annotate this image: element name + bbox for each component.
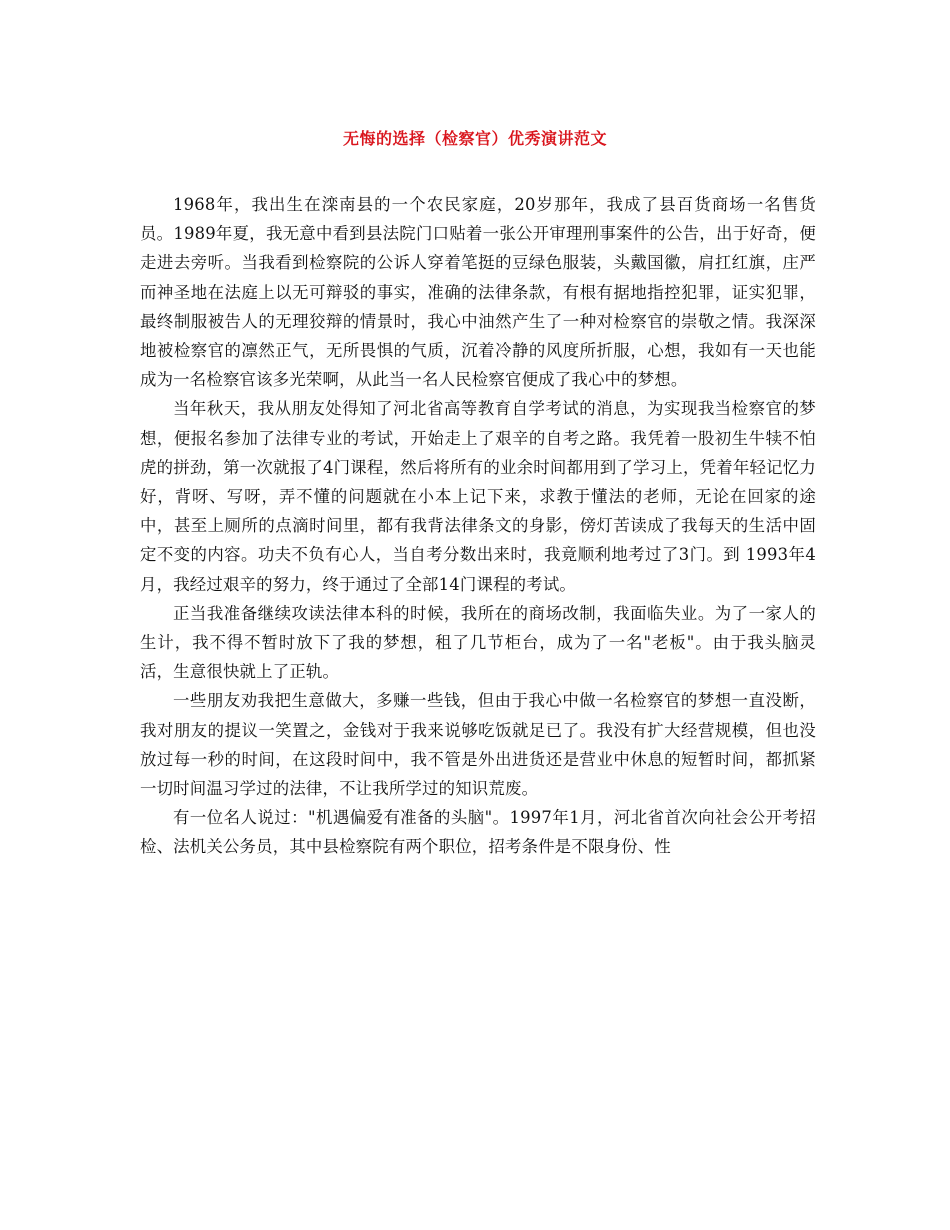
paragraph-3: 正当我准备继续攻读法律本科的时候，我所在的商场改制，我面临失业。为了一家人的生计，我不得不暂时放下了我的梦想，租了几节柜台，成为了一名"老板"。由于我头脑灵活，生意很快就上了正轨。 (140, 603, 816, 682)
paragraph-2: 当年秋天，我从朋友处得知了河北省高等教育自学考试的消息，为实现我当检察官的梦想，便报名参加了法律专业的考试，开始走上了艰辛的自考之路。我凭着一股初生牛犊不怕虎的拼劲，第一次就报了4门课程，然后将所有的业余时间都用到了学习上，凭着年轻记忆力好，背呀、写呀，弄不懂的问题就在小本上记下来，求教于懂法的老师，无论在回家的途中，甚至上厕所的点滴时间里，都有我背法律条文的身影，傍灯苦读成了我每天的生活中固定不变的内容。功夫不负有心人，当自考分数出来时，我竟顺利地考过了3门。到 1993年4月，我经过艰辛的努力，终于通过了全部14门课程的考试。 (140, 399, 816, 594)
document-title: 无悔的选择（检察官）优秀演讲范文 (342, 129, 607, 148)
paragraph-5: 有一位名人说过："机遇偏爱有准备的头脑"。1997年1月，河北省首次向社会公开考招检、法机关公务员，其中县检察院有两个职位，招考条件是不限身份、性 (140, 808, 816, 857)
document-body (140, 190, 816, 862)
paragraph-1: 1968年，我出生在滦南县的一个农民家庭，20岁那年，我成了县百货商场一名售货员。1989年夏，我无意中看到县法院门口贴着一张公开审理刑事案件的公告，出于好奇，便走进去旁听。当我看到检察院的公诉人穿着笔挺的豆绿色服装，头戴国徽，肩扛红旗，庄严而神圣地在法庭上以无可辩驳的事实，准确的法律条款，有根有据地指控犯罪，证实犯罪，最终制服被告人的无理狡辩的情景时，我心中油然产生了一种对检察官的崇敬之情。我深深地被检察官的凛然正气，无所畏惧的气质，沉着冷静的风度所折服，心想，我如有一天也能成为一名检察官该多光荣啊，从此当一名人民检察官便成了我心中的梦想。 (140, 195, 816, 390)
paragraph-4: 一些朋友劝我把生意做大，多赚一些钱，但由于我心中做一名检察官的梦想一直没断，我对朋友的提议一笑置之，金钱对于我来说够吃饭就足已了。我没有扩大经营规模，但也没放过每一秒的时间，在这段时间中，我不管是外出进货还是营业中休息的短暂时间，都抓紧一切时间温习学过的法律，不让我所学过的知识荒废。 (140, 691, 816, 799)
